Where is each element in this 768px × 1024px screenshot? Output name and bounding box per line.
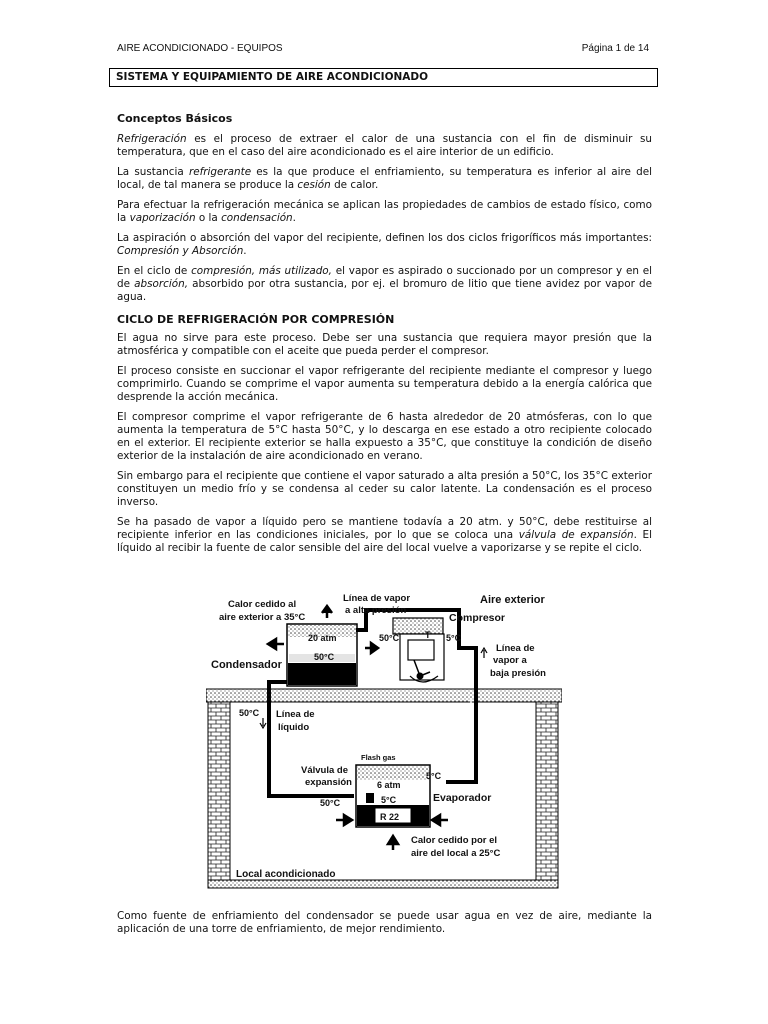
text-span: . El líquido al recibir la fuente de calor sensible del aire del local vuelve a vaporizarse y se repite el ciclo. — [117, 529, 652, 554]
condenser-liquid-zone — [288, 663, 356, 685]
term-cesion: cesión — [297, 179, 331, 191]
text-span: el vapor es aspirado o succionado por un compresor y en el de — [117, 265, 652, 290]
closing-paragraph: Como fuente de enfriamiento del condensador se puede usar agua en vez de aire, mediante la aplicación de una torre de enfriamiento, de mejor rendimiento. — [117, 910, 652, 936]
label-valvula-2: expansión — [305, 777, 352, 788]
main-content — [117, 112, 652, 562]
flow-arrow-right-2 — [336, 815, 352, 825]
paragraph: El agua no sirve para este proceso. Debe ser una sustancia que requiera mayor presión que la atmosférica y compatible con el aceite que pueda perder el compresor. — [117, 332, 652, 357]
label-linea-vapor-baja-2: vapor a — [493, 655, 527, 666]
text-span: . — [292, 212, 296, 224]
label-condensador: Condensador — [211, 659, 282, 671]
text-span: La aspiración o absorción del vapor del recipiente, definen los dos ciclos frigoríficos más importantes: — [117, 232, 652, 244]
compressor-piston — [408, 640, 434, 660]
label-aire-exterior: Aire exterior — [480, 594, 545, 606]
floor-slab — [208, 880, 558, 888]
term-absorcion: absorción, — [134, 278, 189, 290]
label-linea-vapor-baja-3: baja presión — [490, 668, 546, 679]
text-span: Para efectuar la refrigeración mecánica se aplican las propiedades de cambios de estado físico, como la — [117, 199, 652, 224]
paragraph: El compresor comprime el vapor refrigerante de 6 hasta alrededor de 20 atmósferas, con lo que aumenta la temperatura de 5°C hasta 50°C, y lo descarga en ese estado a otro recipiente colocado en el exterior. El recipiente exterior se halla expuesto a 35°C, que constituye la condición de diseño exterior de la instalación de aire acondicionado en verano. — [117, 411, 652, 462]
label-r22: R 22 — [380, 812, 400, 822]
paragraph — [117, 516, 652, 555]
label-linea-vapor-alta-1: Línea de vapor — [343, 593, 411, 604]
text-span: En el ciclo de — [117, 265, 192, 277]
text-span: o la — [195, 212, 222, 224]
small-down-arrow — [260, 718, 266, 728]
term-refrigerante: refrigerante — [188, 166, 252, 178]
label-calor-cedido-2: aire exterior a 35°C — [219, 612, 306, 623]
paragraph — [117, 166, 652, 192]
label-calor-local-1: Calor cedido por el — [411, 835, 498, 846]
label-cond-temp: 50°C — [314, 652, 335, 662]
label-compresor: Compresor — [449, 612, 506, 624]
label-valve-temp: 50°C — [320, 798, 341, 808]
text-span: absorbido por otra sustancia, por ej. el bromuro de litio que tiene avidez por vapor de agua. — [117, 278, 652, 303]
label-local: Local acondicionado — [236, 869, 336, 880]
roof-slab — [206, 689, 562, 702]
label-evap-temp: 5°C — [381, 795, 397, 805]
diagram-svg — [206, 588, 562, 893]
label-evaporador: Evaporador — [433, 792, 492, 804]
label-comp-temp: 5°C — [446, 633, 462, 643]
label-liq-temp: 50°C — [239, 708, 260, 718]
heat-up-arrow-2 — [388, 836, 398, 850]
header-page-number: Página 1 de 14 — [581, 43, 649, 54]
term-compresion-absorcion: Compresión y Absorción — [117, 245, 244, 257]
paragraph: Sin embargo para el recipiente que contiene el vapor saturado a alta presión a 50°C, los 35°C exterior constituyen un medio frío y se condensa al ceder su calor latente. La condensación es el proceso inverso. — [117, 470, 652, 508]
text-span: Se ha pasado de vapor a líquido pero se mantiene todavía a 20 atm. y 50°C, debe restituirse al recipiente inferior en las condiciones iniciales, por lo que se coloca una — [117, 516, 652, 541]
label-linea-liquido-1: Línea de — [276, 709, 315, 720]
label-linea-vapor-baja-1: Línea de — [496, 643, 535, 654]
label-flash-gas: Flash gas — [361, 753, 396, 762]
label-t: T — [425, 630, 431, 640]
heat-left-arrow — [268, 639, 284, 649]
paragraph: El proceso consiste en succionar el vapor refrigerante del recipiente mediante el compresor y luego comprimirlo. Cuando se comprime el vapor aumenta su temperatura debido a la energía calórica que desprende la acción mecánica. — [117, 365, 652, 403]
term-vaporizacion: vaporización — [129, 212, 196, 224]
document-title: SISTEMA Y EQUIPAMIENTO DE AIRE ACONDICIONADO — [116, 71, 429, 83]
right-wall — [536, 702, 558, 880]
expansion-valve — [366, 793, 374, 803]
paragraph — [117, 199, 652, 225]
paragraph — [117, 265, 652, 304]
small-up-arrow — [481, 648, 487, 658]
label-calor-cedido-1: Calor cedido al — [228, 599, 297, 610]
term-condensacion: condensación — [221, 212, 293, 224]
text-span: es el proceso de extraer el calor de una sustancia con el fin de disminuir su temperatura, que en el caso del aire acondicionado es el aire interior de un edificio. — [117, 133, 652, 158]
text-span: es la que produce el enfriamiento, su temperatura es inferior al aire del local, de tal manera se produce la — [117, 166, 653, 191]
paragraph — [117, 232, 652, 258]
label-pipe-temp-1: 50°C — [379, 633, 400, 643]
heat-up-arrow — [322, 606, 332, 618]
term-refrigeracion: Refrigeración — [117, 133, 187, 145]
header-left: AIRE ACONDICIONADO - EQUIPOS — [117, 43, 283, 54]
text-span: La sustancia — [117, 166, 189, 178]
text-span: de calor. — [330, 179, 379, 191]
document-title-box — [109, 68, 658, 87]
heat-in-arrow — [432, 815, 448, 825]
label-linea-vapor-alta-2: a alta presión — [345, 605, 407, 616]
refrigeration-cycle-diagram — [206, 588, 562, 893]
paragraph — [117, 133, 652, 159]
label-linea-liquido-2: líquido — [278, 722, 310, 733]
label-20atm: 20 atm — [308, 633, 337, 643]
left-wall — [208, 702, 230, 880]
heading-conceptos: Conceptos Básicos — [117, 112, 233, 125]
evaporator-vapor-zone — [357, 766, 429, 780]
label-6atm: 6 atm — [377, 780, 401, 790]
flow-arrow-right-1 — [365, 643, 378, 653]
term-compresion: compresión, más utilizado, — [191, 265, 332, 277]
label-calor-local-2: aire del local a 25°C — [411, 848, 501, 859]
text-span: . — [243, 245, 247, 257]
compressor-head — [393, 618, 443, 634]
heading-ciclo: CICLO DE REFRIGERACIÓN POR COMPRESIÓN — [117, 313, 395, 326]
label-valvula-1: Válvula de — [301, 765, 348, 776]
label-evap-top-temp: 5°C — [426, 771, 442, 781]
term-valvula: válvula de expansión — [518, 529, 634, 541]
compressor-crank-pin — [417, 673, 424, 680]
